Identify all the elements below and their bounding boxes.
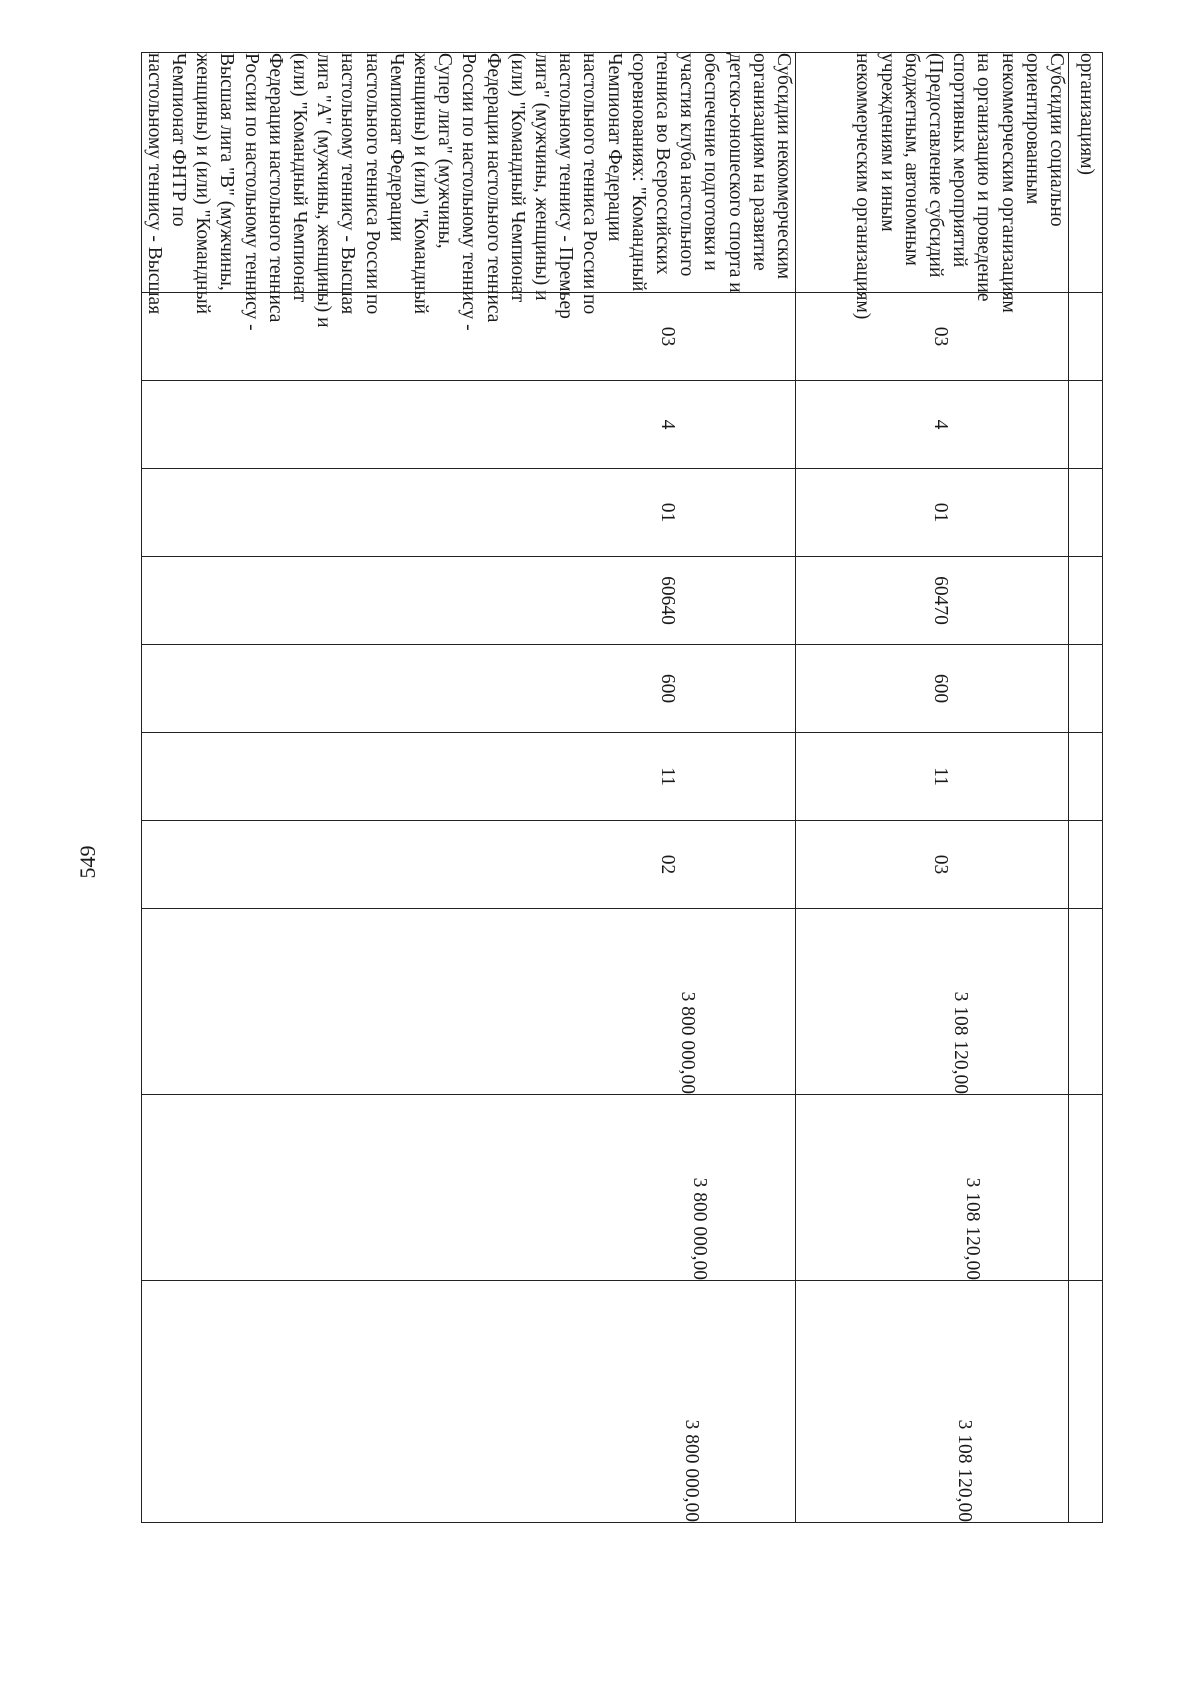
- description-line: учреждениям и иным: [876, 53, 898, 232]
- table-row: [796, 53, 1069, 1523]
- section-code-cell: [141, 733, 795, 821]
- expense-type-code-cell: [796, 645, 1069, 733]
- empty-cell: [1069, 1095, 1103, 1281]
- amount-year-3-cell: [796, 1281, 1069, 1523]
- description-line: (Предоставление субсидий: [924, 53, 946, 278]
- description-line: России по настольному теннису -: [240, 53, 262, 331]
- main-event-code: 01: [657, 502, 678, 523]
- section-code: 11: [930, 767, 951, 786]
- description-line: участия клуба настольного: [676, 53, 698, 277]
- description-line: настольному теннису - Высшая: [337, 53, 359, 315]
- description-line: соревнованиях: "Командный: [627, 53, 649, 292]
- page-number: 549: [75, 845, 100, 879]
- description-line: женщины) и (или) "Командный: [192, 53, 214, 315]
- subsection-code: 02: [657, 854, 678, 875]
- rotated-table-wrapper: [143, 52, 1103, 1522]
- amount-year-2-cell: [141, 1095, 795, 1281]
- description-line: лига "А" (мужчины, женщины) и: [313, 53, 335, 328]
- description-line: тенниса во Всероссийских: [651, 53, 673, 275]
- table-row-continuation: [1069, 53, 1103, 1523]
- description-line: Супер лига" (мужчины,: [434, 53, 456, 249]
- program-code-cell: [796, 293, 1069, 381]
- description-line: настольному теннису - Премьер: [555, 53, 577, 319]
- amount-year-1: 3 108 120,00: [950, 991, 971, 1094]
- subprogram-code: 4: [930, 419, 951, 430]
- description-line: ориентированным: [1021, 53, 1043, 205]
- row-description: [141, 53, 795, 331]
- direction-code-cell: [796, 557, 1069, 645]
- description-line: (или) "Командный Чемпионат: [288, 53, 310, 303]
- description-line: некоммерческим организациям: [997, 53, 1019, 313]
- amount-year-2: 3 800 000,00: [689, 1177, 710, 1280]
- expense-type-code: 600: [930, 673, 951, 704]
- subprogram-code-cell: [796, 381, 1069, 469]
- description-line: Чемпионат Федерации: [603, 53, 625, 242]
- amount-year-1: 3 800 000,00: [677, 991, 698, 1094]
- subsection-code-cell: [796, 821, 1069, 909]
- description-line: Высшая лига "В" (мужчины,: [216, 53, 238, 291]
- description-line: России по настольному теннису -: [458, 53, 480, 331]
- amount-year-3: 3 800 000,00: [681, 1419, 702, 1522]
- amount-year-2-cell: [796, 1095, 1069, 1281]
- description-line: организациям на развитие: [748, 53, 770, 271]
- description-line: настольному теннису - Высшая: [143, 53, 165, 315]
- direction-code: 60470: [930, 576, 951, 625]
- description-line: обеспечение подготовки и: [700, 53, 722, 271]
- section-code-cell: [796, 733, 1069, 821]
- subprogram-code-cell: [141, 381, 795, 469]
- description-line: Субсидии некоммерческим: [773, 53, 794, 280]
- expense-type-code-cell: [141, 645, 795, 733]
- empty-cell: [1069, 293, 1103, 381]
- empty-cell: [1069, 381, 1103, 469]
- amount-year-1-cell: [796, 909, 1069, 1095]
- expense-type-code: 600: [657, 673, 678, 704]
- direction-code: 60640: [657, 576, 678, 625]
- subsection-code: 03: [930, 854, 951, 875]
- main-event-code-cell: [141, 469, 795, 557]
- empty-cell: [1069, 469, 1103, 557]
- amount-year-3: 3 108 120,00: [954, 1419, 975, 1522]
- section-code: 11: [657, 767, 678, 786]
- description-line: Чемпионат ФНТР по: [167, 53, 189, 227]
- program-code: 03: [930, 326, 951, 347]
- description-line: Субсидии социально: [1046, 53, 1067, 227]
- amount-year-1-cell: [141, 909, 795, 1095]
- description-line: настольного тенниса России по: [361, 53, 383, 315]
- main-event-code: 01: [930, 502, 951, 523]
- description-line: бюджетным, автономным: [900, 53, 922, 266]
- row-description: организациям): [1069, 53, 1103, 293]
- description-line: женщины) и (или) "Командный: [409, 53, 431, 315]
- description-line: настольного тенниса России по: [579, 53, 601, 315]
- description-line: Чемпионат Федерации: [385, 53, 407, 242]
- subsection-code-cell: [141, 821, 795, 909]
- program-code: 03: [657, 326, 678, 347]
- description-line: спортивных мероприятий: [949, 53, 971, 268]
- table-row: [141, 53, 795, 1523]
- empty-cell: [1069, 733, 1103, 821]
- direction-code-cell: [141, 557, 795, 645]
- description-line: на организацию и проведение: [973, 53, 995, 302]
- empty-cell: [1069, 821, 1103, 909]
- empty-cell: [1069, 909, 1103, 1095]
- description-line: лига" (мужчины, женщины) и: [530, 53, 552, 301]
- empty-cell: [1069, 1281, 1103, 1523]
- budget-table: [141, 52, 1103, 1523]
- empty-cell: [1069, 645, 1103, 733]
- amount-year-2: 3 108 120,00: [962, 1177, 983, 1280]
- description-line: (или) "Командный Чемпионат: [506, 53, 528, 303]
- empty-cell: [1069, 557, 1103, 645]
- amount-year-3-cell: [141, 1281, 795, 1523]
- description-line: Федерации настольного тенниса: [482, 53, 504, 323]
- subprogram-code: 4: [657, 419, 678, 430]
- description-line: детско-юношеского спорта и: [724, 53, 746, 293]
- description-line: Федерации настольного тенниса: [264, 53, 286, 323]
- row-description: [796, 53, 1069, 320]
- main-event-code-cell: [796, 469, 1069, 557]
- description-line: некоммерческим организациям): [852, 53, 874, 320]
